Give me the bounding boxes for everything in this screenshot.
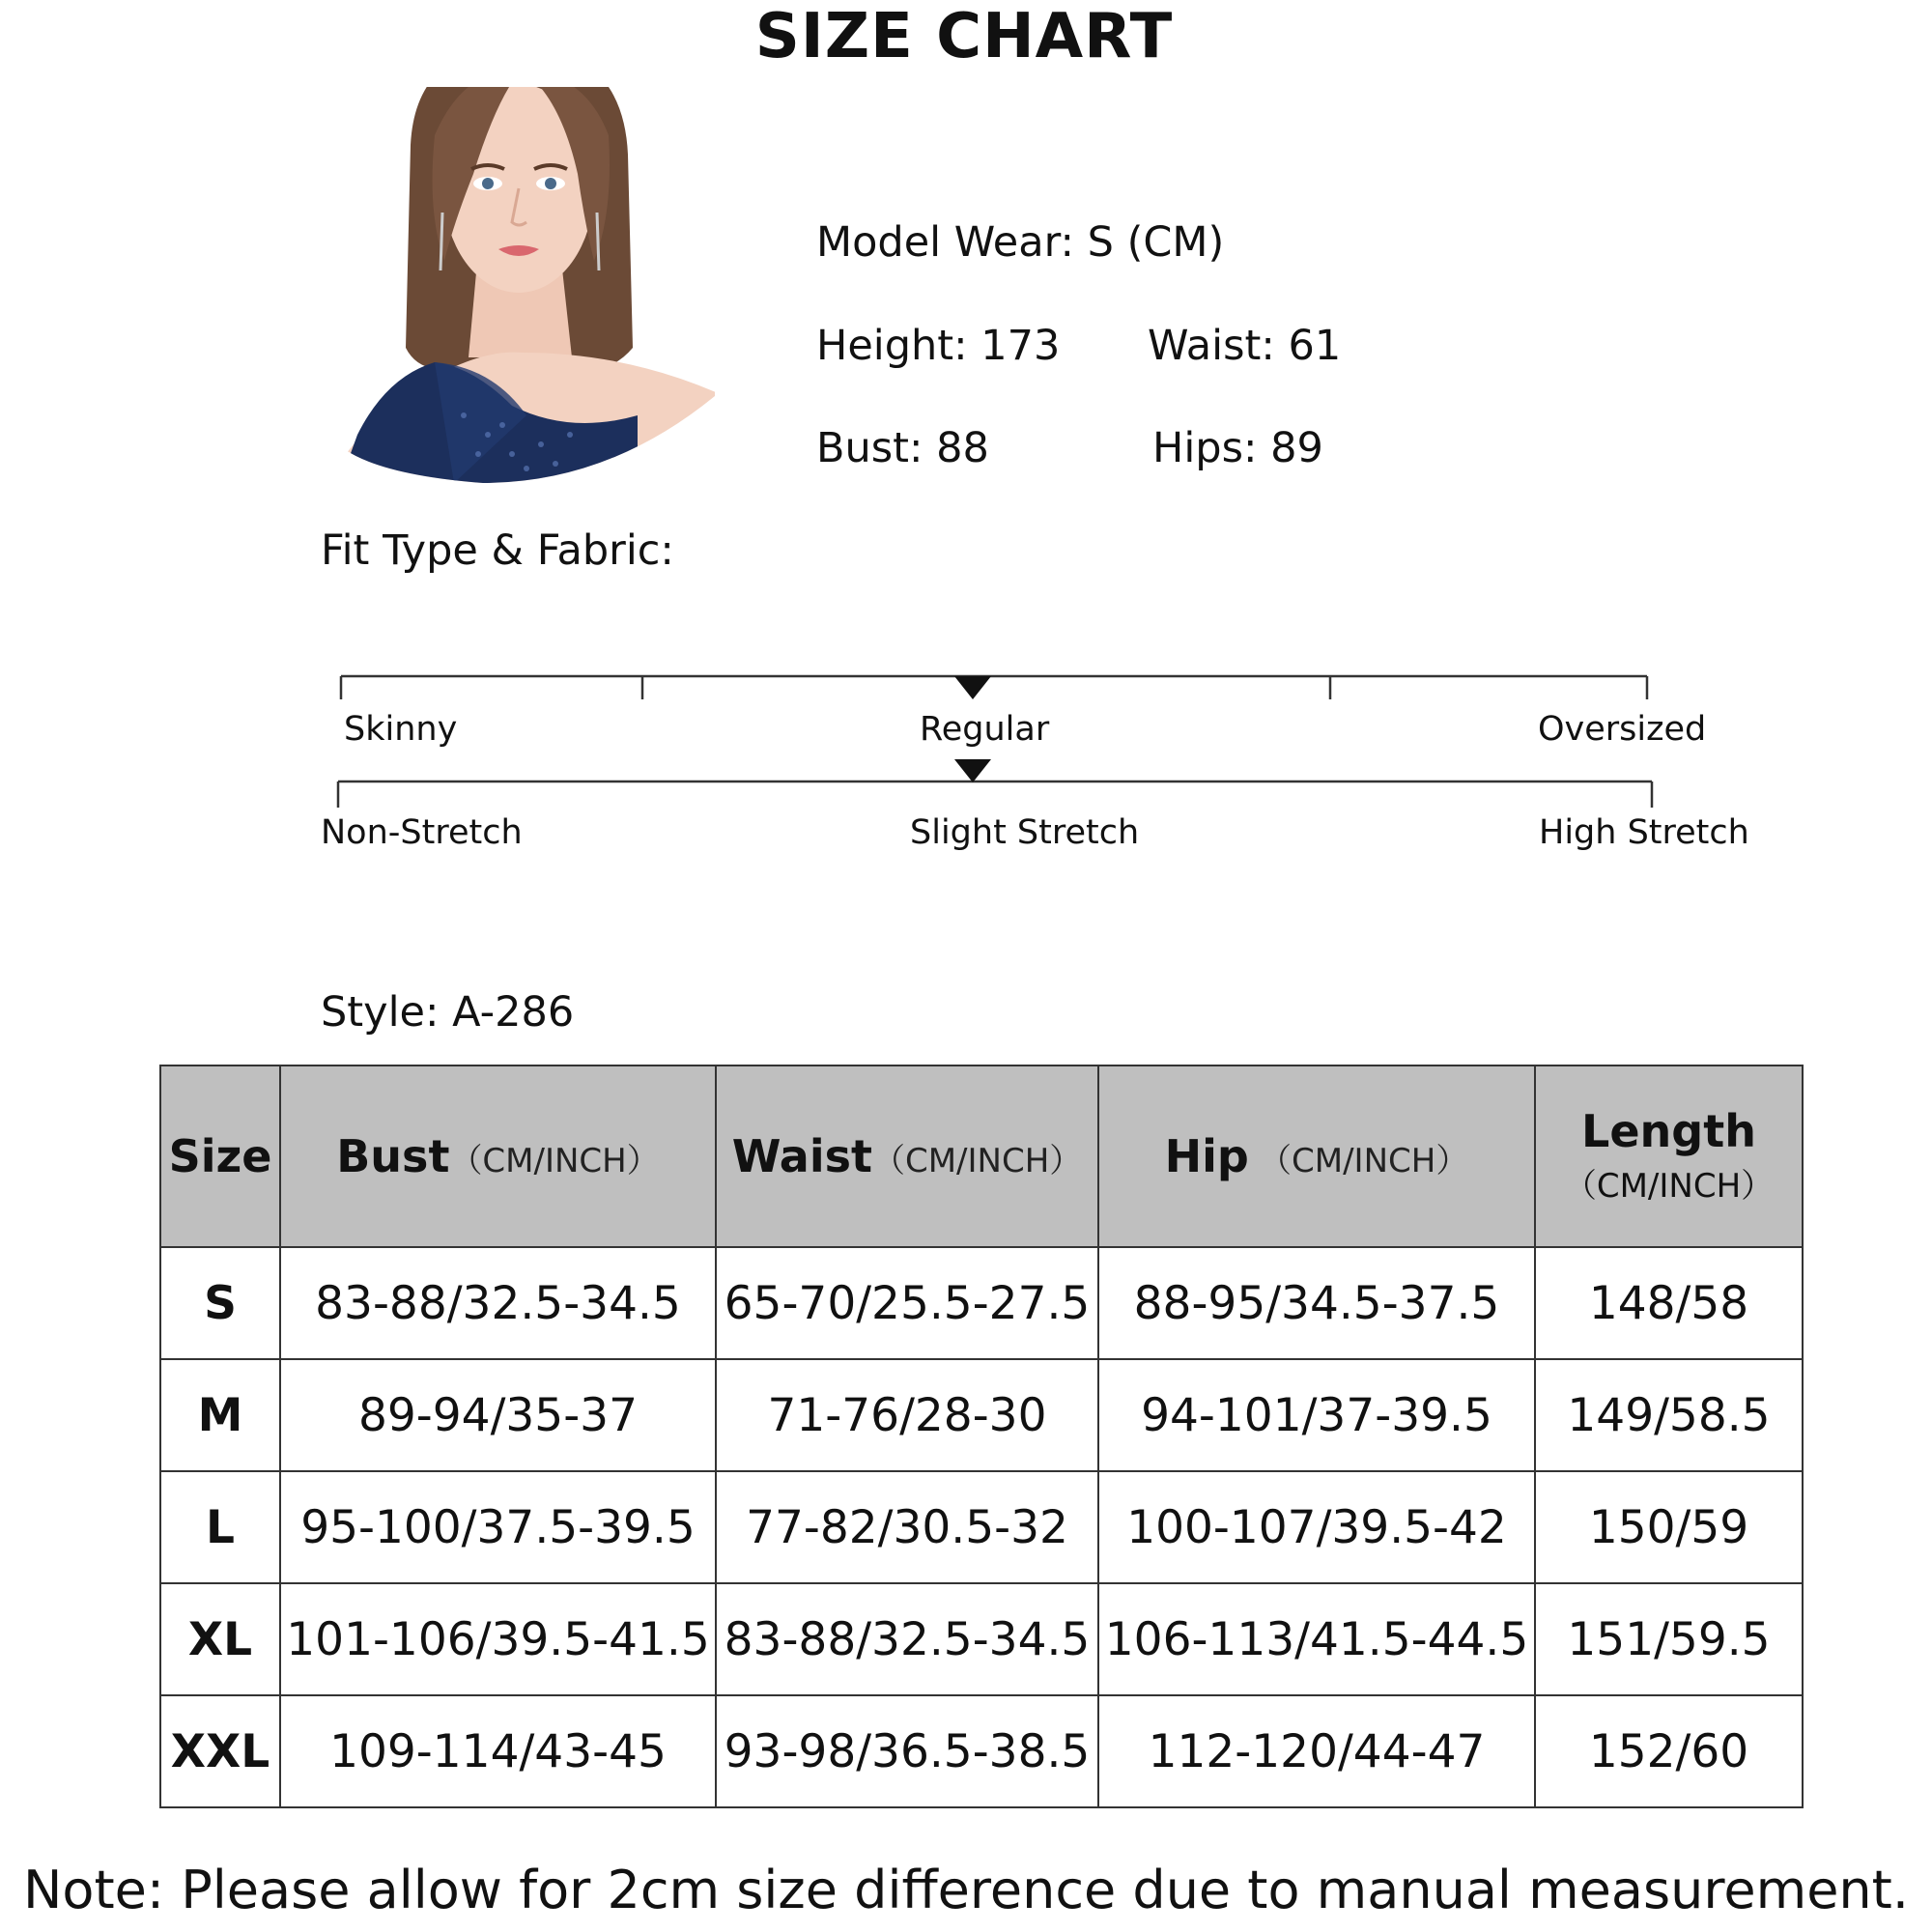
cell-size: XXL: [160, 1695, 280, 1807]
table-row: [160, 1471, 1803, 1583]
cell-bust: 83-88/32.5-34.5: [280, 1247, 716, 1359]
fit-type-scale: [341, 676, 1647, 699]
table-header-row: [160, 1065, 1803, 1247]
fit-selected-marker: [954, 676, 991, 699]
cell-size: XL: [160, 1583, 280, 1695]
model-hips: Hips: 89: [1152, 424, 1323, 472]
cell-waist: 71-76/28-30: [716, 1359, 1098, 1471]
model-height: Height: 173: [816, 322, 1061, 370]
model-bust: Bust: 88: [816, 424, 989, 472]
cell-waist: 83-88/32.5-34.5: [716, 1583, 1098, 1695]
header-waist: Waist（CM/INCH）: [716, 1065, 1098, 1247]
cell-waist: 77-82/30.5-32: [716, 1471, 1098, 1583]
cell-bust: 89-94/35-37: [280, 1359, 716, 1471]
table-row: [160, 1247, 1803, 1359]
cell-length: 152/60: [1535, 1695, 1803, 1807]
fit-type-heading: Fit Type & Fabric:: [321, 526, 674, 575]
table-row: [160, 1695, 1803, 1807]
table-row: [160, 1359, 1803, 1471]
cell-hip: 106-113/41.5-44.5: [1098, 1583, 1535, 1695]
size-table: [159, 1065, 1804, 1808]
cell-hip: 94-101/37-39.5: [1098, 1359, 1535, 1471]
header-bust: Bust（CM/INCH）: [280, 1065, 716, 1247]
measurement-note: Note: Please allow for 2cm size difference due to manual measurement.: [23, 1860, 1909, 1920]
cell-bust: 109-114/43-45: [280, 1695, 716, 1807]
cell-length: 148/58: [1535, 1247, 1803, 1359]
model-waist: Waist: 61: [1148, 322, 1342, 370]
fit-label-skinny: Skinny: [344, 710, 458, 749]
cell-hip: 100-107/39.5-42: [1098, 1471, 1535, 1583]
cell-waist: 93-98/36.5-38.5: [716, 1695, 1098, 1807]
table-row: [160, 1583, 1803, 1695]
page-title: SIZE CHART: [754, 1, 1174, 72]
header-size: Size: [160, 1065, 280, 1247]
style-code: Style: A-286: [321, 988, 575, 1037]
fit-label-oversized: Oversized: [1538, 710, 1707, 749]
cell-bust: 95-100/37.5-39.5: [280, 1471, 716, 1583]
fit-label-regular: Regular: [920, 710, 1050, 749]
model-wear-label: Model Wear: S (CM): [816, 218, 1225, 267]
cell-length: 150/59: [1535, 1471, 1803, 1583]
cell-hip: 88-95/34.5-37.5: [1098, 1247, 1535, 1359]
cell-length: 151/59.5: [1535, 1583, 1803, 1695]
cell-waist: 65-70/25.5-27.5: [716, 1247, 1098, 1359]
stretch-label-non: Non-Stretch: [321, 813, 523, 852]
cell-size: L: [160, 1471, 280, 1583]
stretch-label-high: High Stretch: [1539, 813, 1749, 852]
cell-size: M: [160, 1359, 280, 1471]
header-hip: Hip （CM/INCH）: [1098, 1065, 1535, 1247]
cell-size: S: [160, 1247, 280, 1359]
stretch-selected-marker: [954, 759, 991, 782]
cell-length: 149/58.5: [1535, 1359, 1803, 1471]
cell-bust: 101-106/39.5-41.5: [280, 1583, 716, 1695]
stretch-label-slight: Slight Stretch: [910, 813, 1140, 852]
header-length: Length （CM/INCH）: [1535, 1065, 1803, 1247]
cell-hip: 112-120/44-47: [1098, 1695, 1535, 1807]
stretch-scale: [338, 781, 1652, 808]
